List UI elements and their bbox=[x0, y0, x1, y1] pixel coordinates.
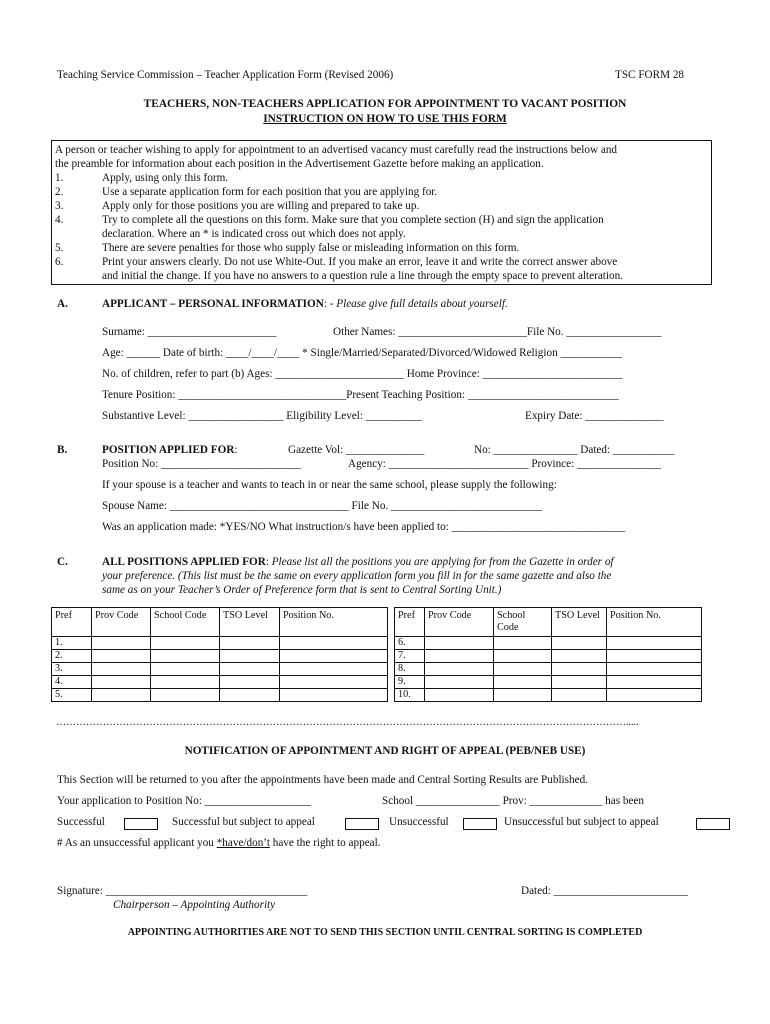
section-b-heading bbox=[102, 444, 238, 458]
successful-subject-checkbox[interactable] bbox=[345, 818, 379, 830]
signature-field[interactable]: Signature: ____________________________________ bbox=[57, 885, 308, 897]
table-cell[interactable] bbox=[607, 637, 702, 650]
preference-table-left bbox=[51, 607, 388, 702]
gazette-vol-field[interactable]: Gazette Vol: ______________ bbox=[288, 444, 425, 456]
table-cell[interactable] bbox=[92, 676, 151, 689]
notification-school-field[interactable]: School _______________ Prov: _____________ has been bbox=[382, 795, 644, 807]
instruction-text: Print your answers clearly. Do not use White-Out. If you make an error, leave it and write the correct answer above bbox=[102, 256, 618, 268]
cut-line-divider: ………………………………………………………………………………………………………………………………………………………..... bbox=[56, 717, 639, 728]
row-number: 1. bbox=[52, 637, 92, 650]
instruction-number: 6. bbox=[55, 256, 64, 268]
instruction-number: 3. bbox=[55, 200, 64, 212]
expiry-date-field[interactable]: Expiry Date: ______________ bbox=[525, 410, 664, 422]
section-a-letter: A. bbox=[57, 298, 68, 310]
unsuccessful-checkbox[interactable] bbox=[463, 818, 497, 830]
col-header-position-no: Position No. bbox=[607, 608, 702, 637]
instruction-number: 2. bbox=[55, 186, 64, 198]
gazette-no-dated-field[interactable]: No: _______________ Dated: ___________ bbox=[474, 444, 675, 456]
unsuccessful-subject-checkbox[interactable] bbox=[696, 818, 730, 830]
table-row bbox=[52, 676, 388, 689]
form-subtitle: INSTRUCTION ON HOW TO USE THIS FORM bbox=[263, 113, 507, 125]
table-row bbox=[52, 650, 388, 663]
table-cell[interactable] bbox=[607, 650, 702, 663]
section-a-heading bbox=[102, 298, 508, 312]
section-a-separator: : - bbox=[323, 298, 337, 310]
table-cell[interactable] bbox=[494, 689, 552, 702]
spouse-name-field[interactable]: Spouse Name: ________________________________ File No. ___________________________ bbox=[102, 500, 543, 512]
section-a-hint: Please give full details about yourself. bbox=[336, 298, 508, 310]
row-number: 3. bbox=[52, 663, 92, 676]
other-names-field[interactable]: Other Names: _______________________File No. _________________ bbox=[333, 326, 662, 338]
age-dob-field[interactable]: Age: ______ Date of birth: ____/____/____ * Single/Married/Separated/Divorced/Widowed Religion ___________ bbox=[102, 347, 622, 359]
notification-heading: NOTIFICATION OF APPOINTMENT AND RIGHT OF APPEAL (PEB/NEB USE) bbox=[184, 745, 586, 757]
col-header-school-code: School Code bbox=[151, 608, 220, 637]
table-cell[interactable] bbox=[425, 689, 494, 702]
table-cell[interactable] bbox=[220, 650, 280, 663]
form-header-title: Teaching Service Commission – Teacher Application Form (Revised 2006) bbox=[57, 69, 394, 81]
table-row bbox=[395, 637, 702, 650]
table-cell[interactable] bbox=[151, 663, 220, 676]
section-b-letter: B. bbox=[57, 444, 68, 456]
table-row bbox=[52, 689, 388, 702]
appeal-prefix: # As an unsuccessful applicant you bbox=[57, 837, 217, 849]
section-c-title: ALL POSITIONS APPLIED FOR bbox=[102, 556, 266, 568]
table-cell[interactable] bbox=[425, 650, 494, 663]
table-cell[interactable] bbox=[92, 650, 151, 663]
table-row bbox=[52, 637, 388, 650]
instruction-text: There are severe penalties for those who supply false or misleading information on this form. bbox=[102, 242, 520, 254]
row-number: 2. bbox=[52, 650, 92, 663]
agency-province-field[interactable]: Agency: _________________________ Province: _______________ bbox=[348, 458, 661, 470]
application-made-field[interactable]: Was an application made: *YES/NO What instruction/s have been applied to: _______________________________ bbox=[102, 521, 626, 533]
table-row bbox=[52, 663, 388, 676]
row-number: 4. bbox=[52, 676, 92, 689]
table-cell[interactable] bbox=[552, 637, 607, 650]
row-number: 9. bbox=[395, 676, 425, 689]
instructions-intro: the preamble for information about each position in the Advertisement Gazette before making an application. bbox=[55, 158, 544, 170]
table-row bbox=[395, 663, 702, 676]
table-cell[interactable] bbox=[494, 676, 552, 689]
table-cell[interactable] bbox=[92, 637, 151, 650]
table-cell[interactable] bbox=[220, 663, 280, 676]
table-row bbox=[395, 676, 702, 689]
successful-label: Successful bbox=[57, 816, 105, 828]
table-cell[interactable] bbox=[552, 663, 607, 676]
col-header-school-code: School Code bbox=[494, 608, 552, 637]
section-b-colon: : bbox=[234, 444, 238, 456]
table-cell[interactable] bbox=[552, 689, 607, 702]
notification-position-field[interactable]: Your application to Position No: ___________________ bbox=[57, 795, 312, 807]
successful-checkbox[interactable] bbox=[124, 818, 158, 830]
spouse-intro: If your spouse is a teacher and wants to teach in or near the same school, please supply the following: bbox=[102, 479, 557, 491]
section-c-colon: : bbox=[265, 556, 272, 568]
row-number: 8. bbox=[395, 663, 425, 676]
table-cell[interactable] bbox=[151, 637, 220, 650]
surname-field[interactable]: Surname: _______________________ bbox=[102, 326, 277, 338]
table-row bbox=[395, 689, 702, 702]
table-cell[interactable] bbox=[220, 676, 280, 689]
unsuccessful-subject-label: Unsuccessful but subject to appeal bbox=[504, 816, 659, 828]
tenure-position-field[interactable]: Tenure Position: ______________________________Present Teaching Position: ___________________________ bbox=[102, 389, 619, 401]
position-no-field[interactable]: Position No: _________________________ bbox=[102, 458, 301, 470]
instruction-text: Use a separate application form for each position that you are applying for. bbox=[102, 186, 438, 198]
table-cell[interactable] bbox=[92, 689, 151, 702]
notification-intro: This Section will be returned to you after the appointments have been made and Central Sorting Results are Published. bbox=[57, 774, 588, 786]
table-cell[interactable] bbox=[425, 663, 494, 676]
signature-authority-caption: Chairperson – Appointing Authority bbox=[113, 899, 276, 911]
appeal-suffix: have the right to appeal. bbox=[269, 837, 381, 849]
table-cell[interactable] bbox=[151, 689, 220, 702]
table-cell[interactable] bbox=[494, 663, 552, 676]
table-cell[interactable] bbox=[607, 689, 702, 702]
col-header-pref: Pref bbox=[395, 608, 425, 637]
form-title: TEACHERS, NON-TEACHERS APPLICATION FOR APPOINTMENT TO VACANT POSITION bbox=[143, 98, 627, 110]
col-header-prov-code: Prov Code bbox=[92, 608, 151, 637]
instruction-number: 5. bbox=[55, 242, 64, 254]
table-cell[interactable] bbox=[425, 676, 494, 689]
col-header-tso-level: TSO Level bbox=[220, 608, 280, 637]
row-number: 6. bbox=[395, 637, 425, 650]
table-row bbox=[395, 650, 702, 663]
table-cell[interactable] bbox=[92, 663, 151, 676]
instruction-number: 4. bbox=[55, 214, 64, 226]
table-cell[interactable] bbox=[425, 637, 494, 650]
appeal-statement bbox=[57, 837, 381, 851]
footer-notice: APPOINTING AUTHORITIES ARE NOT TO SEND THIS SECTION UNTIL CENTRAL SORTING IS COMPLETED bbox=[127, 927, 643, 938]
section-c-hint: your preference. (This list must be the same on every application form you fill in for the same gazette and also the bbox=[102, 570, 612, 582]
table-cell[interactable] bbox=[607, 663, 702, 676]
instructions-intro: A person or teacher wishing to apply for appointment to an advertised vacancy must carefully read the instructions below and bbox=[55, 144, 618, 156]
table-cell[interactable] bbox=[280, 650, 388, 663]
section-c-letter: C. bbox=[57, 556, 68, 568]
instruction-text: Try to complete all the questions on this form. Make sure that you complete section (H) and sign the application bbox=[102, 214, 604, 226]
form-number: TSC FORM 28 bbox=[615, 69, 685, 81]
dated-field[interactable]: Dated: ________________________ bbox=[521, 885, 688, 897]
table-cell[interactable] bbox=[151, 650, 220, 663]
section-a-title: APPLICANT – PERSONAL INFORMATION bbox=[102, 298, 324, 310]
table-cell[interactable] bbox=[220, 637, 280, 650]
col-header-prov-code: Prov Code bbox=[425, 608, 494, 637]
table-cell[interactable] bbox=[280, 663, 388, 676]
table-cell[interactable] bbox=[494, 650, 552, 663]
table-cell[interactable] bbox=[552, 676, 607, 689]
instruction-text: declaration. Where an * is indicated cross out which does not apply. bbox=[102, 228, 406, 240]
table-cell[interactable] bbox=[220, 689, 280, 702]
col-header-tso-level: TSO Level bbox=[552, 608, 607, 637]
instruction-text: Apply only for those positions you are willing and prepared to take up. bbox=[102, 200, 420, 212]
children-ages-field[interactable]: No. of children, refer to part (b) Ages: _______________________ Home Province: _________________________ bbox=[102, 368, 623, 380]
table-cell[interactable] bbox=[151, 676, 220, 689]
table-cell[interactable] bbox=[280, 637, 388, 650]
col-header-pref: Pref bbox=[52, 608, 92, 637]
appeal-choice[interactable]: *have/don’t bbox=[216, 837, 270, 849]
table-cell[interactable] bbox=[280, 689, 388, 702]
instruction-text: Apply, using only this form. bbox=[102, 172, 229, 184]
level-field[interactable]: Substantive Level: _________________ Eligibility Level: __________ bbox=[102, 410, 422, 422]
unsuccessful-label: Unsuccessful bbox=[389, 816, 449, 828]
row-number: 7. bbox=[395, 650, 425, 663]
section-b-title: POSITION APPLIED FOR bbox=[102, 444, 235, 456]
instruction-number: 1. bbox=[55, 172, 64, 184]
row-number: 5. bbox=[52, 689, 92, 702]
section-c-hint: same as on your Teacher’s Order of Preference form that is sent to Central Sorting Unit.) bbox=[102, 584, 502, 596]
instruction-text: and initial the change. If you have no answers to a question rule a line through the empty space to prevent alteration. bbox=[102, 270, 623, 282]
section-c-heading bbox=[102, 556, 614, 570]
table-cell[interactable] bbox=[280, 676, 388, 689]
row-number: 10. bbox=[395, 689, 425, 702]
successful-subject-label: Successful but subject to appeal bbox=[172, 816, 315, 828]
col-header-position-no: Position No. bbox=[280, 608, 388, 637]
preference-table-right bbox=[394, 607, 702, 702]
table-cell[interactable] bbox=[552, 650, 607, 663]
table-cell[interactable] bbox=[494, 637, 552, 650]
section-c-hint: Please list all the positions you are applying for from the Gazette in order of bbox=[271, 556, 614, 568]
table-cell[interactable] bbox=[607, 676, 702, 689]
